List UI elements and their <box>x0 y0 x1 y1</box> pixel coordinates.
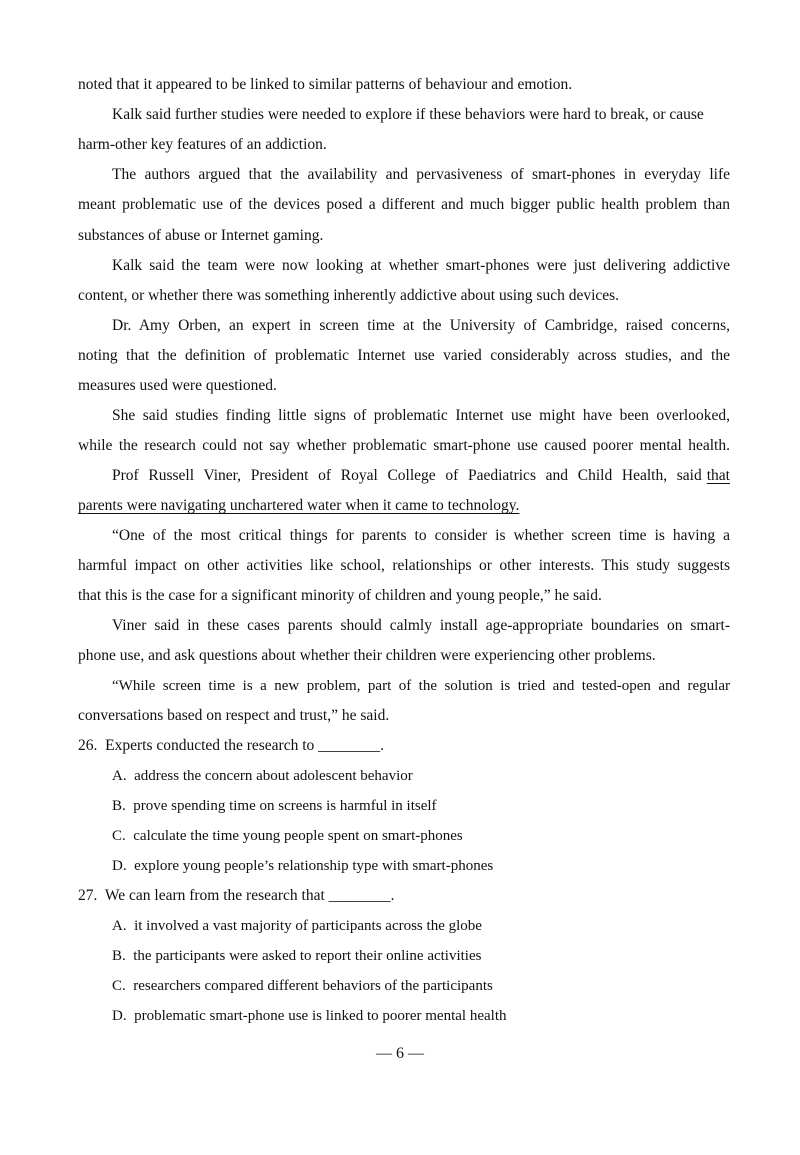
passage-line: while the research could not say whether problematic smart-phone use caused poorer mental health. <box>78 437 730 454</box>
option-letter: D. <box>112 1008 127 1024</box>
option-text: the participants were asked to report their online activities <box>133 948 482 964</box>
passage-line: phone use, and ask questions about whether their children were experiencing other problems. <box>78 647 656 664</box>
option-letter: B. <box>112 948 126 964</box>
option-text: problematic smart-phone use is linked to poorer mental health <box>134 1008 507 1024</box>
option-letter: A. <box>112 768 127 784</box>
option-27-d[interactable] <box>112 1006 507 1026</box>
option-text: it involved a vast majority of participants across the globe <box>134 918 482 934</box>
passage-line: that this is the case for a significant minority of children and young people,” he said. <box>78 587 602 604</box>
passage-line: measures used were questioned. <box>78 377 277 394</box>
option-27-c[interactable] <box>112 976 493 996</box>
passage-line: content, or whether there was something inherently addictive about using such devices. <box>78 287 620 304</box>
passage-line: The authors argued that the availability and pervasiveness of smart-phones in everyday life <box>112 166 730 183</box>
question-number: 27. <box>78 887 98 904</box>
passage-line: Viner said in these cases parents should calmly install age-appropriate boundaries on smart- <box>112 617 730 634</box>
option-text: researchers compared different behaviors of the participants <box>133 978 493 994</box>
question-26 <box>78 736 384 756</box>
passage-line: conversations based on respect and trust,” he said. <box>78 707 390 724</box>
passage-line: Kalk said further studies were needed to explore if these behaviors were hard to break, or cause <box>112 106 704 123</box>
question-number: 26. <box>78 737 98 754</box>
question-stem: We can learn from the research that ________. <box>104 887 395 904</box>
passage-line: She said studies finding little signs of problematic Internet use might have been overlooked, <box>112 407 730 424</box>
underlined-text: that <box>706 467 730 484</box>
passage-line: Kalk said the team were now looking at whether smart-phones were just delivering addictive <box>112 257 730 274</box>
question-27 <box>78 886 395 906</box>
option-26-c[interactable] <box>112 826 463 846</box>
option-text: explore young people’s relationship type with smart-phones <box>134 858 494 874</box>
option-26-a[interactable] <box>112 766 413 786</box>
question-stem: Experts conducted the research to ________. <box>105 737 385 754</box>
passage-line: harm-other key features of an addiction. <box>78 136 327 153</box>
passage-line: meant problematic use of the devices posed a different and much bigger public health problem than <box>78 196 730 213</box>
passage-line: “While screen time is a new problem, part of the solution is tried and tested-open and regular <box>112 678 730 694</box>
passage-line: noting that the definition of problematic Internet use varied considerably across studies, and the <box>78 347 730 364</box>
underlined-passage-line: parents were navigating unchartered water when it came to technology. <box>78 497 520 514</box>
option-26-b[interactable] <box>112 796 437 816</box>
option-letter: C. <box>112 978 126 994</box>
option-27-a[interactable] <box>112 916 482 936</box>
passage-text: Prof Russell Viner, President of Royal College of Paediatrics and Child Health, said <box>112 467 702 484</box>
passage-line <box>112 466 730 486</box>
option-text: calculate the time young people spent on smart-phones <box>133 828 463 844</box>
option-27-b[interactable] <box>112 946 481 966</box>
option-26-d[interactable] <box>112 856 493 876</box>
passage-line: noted that it appeared to be linked to similar patterns of behaviour and emotion. <box>78 76 573 93</box>
option-letter: A. <box>112 918 127 934</box>
passage-line: harmful impact on other activities like school, relationships or other interests. This study suggests <box>78 557 730 574</box>
page-number: — 6 — <box>376 1045 424 1062</box>
passage-line: “One of the most critical things for parents to consider is whether screen time is having a <box>112 527 730 544</box>
option-letter: C. <box>112 828 126 844</box>
option-letter: D. <box>112 858 127 874</box>
option-text: address the concern about adolescent behavior <box>134 768 413 784</box>
option-text: prove spending time on screens is harmful in itself <box>133 798 437 814</box>
option-letter: B. <box>112 798 126 814</box>
passage-line: Dr. Amy Orben, an expert in screen time at the University of Cambridge, raised concerns, <box>112 317 730 334</box>
passage-line: substances of abuse or Internet gaming. <box>78 227 324 244</box>
